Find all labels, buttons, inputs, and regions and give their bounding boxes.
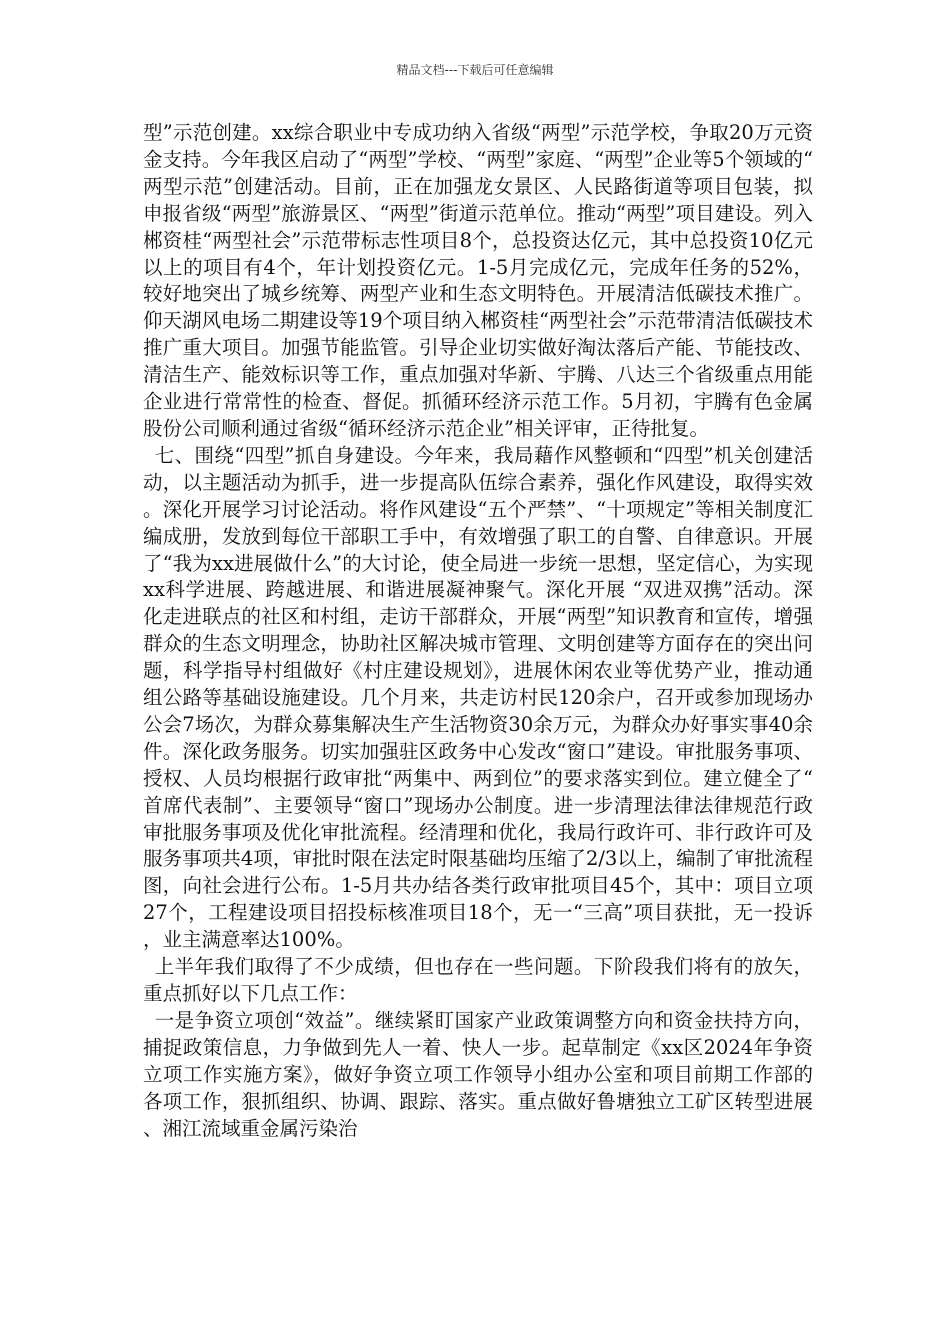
document-body bbox=[143, 120, 813, 1142]
paragraph-self-construction: 七、围绕“四型”抓自身建设。今年来，我局藉作风整顿和“四型”机关创建活动，以主题活动为抓手，进一步提高队伍综合素养，强化作风建设，取得实效。深化开展学习讨论活动。将作风建设“五个严禁”、“十项规定”等相关制度汇编成册，发放到每位干部职工手中，有效增强了职工的自警、自律意识。开展了“我为xx进展做什么”的大讨论，使全局进一步统一思想，坚定信心，为实现xx科学进展、跨越进展、和谐进展凝神聚气。深化开展 “双进双携”活动。深化走进联点的社区和村组，走访干部群众，开展“两型”知识教育和宣传，增强群众的生态文明理念，协助社区解决城市管理、文明创建等方面存在的突出问题，科学指导村组做好《村庄建设规划》，进展休闲农业等优势产业，推动通组公路等基础设施建设。几个月来，共走访村民120余户，召开或参加现场办公会7场次，为群众募集解决生产生活物资30余万元，为群众办好事实事40余件。深化政务服务。切实加强驻区政务中心发改“窗口”建设。审批服务事项、授权、人员均根据行政审批“两集中、两到位”的要求落实到位。建立健全了“首席代表制”、主要领导“窗口”现场办公制度。进一步清理法律法律规范行政审批服务事项及优化审批流程。经清理和优化，我局行政许可、非行政许可及服务事项共4项，审批时限在法定时限基础均压缩了2/3以上，编制了审批流程图，向社会进行公布。1-5月共办结各类行政审批项目45个，其中：项目立项27个，工程建设项目招投标核准项目18个，无一“三高”项目获批，无一投诉，业主满意率达100%。 bbox=[143, 443, 813, 952]
page-header: 精品文档---下载后可任意编辑 bbox=[396, 63, 554, 77]
paragraph-next-stage-intro: 上半年我们取得了不少成绩，但也存在一些问题。下阶段我们将有的放矢，重点抓好以下几点工作： bbox=[143, 955, 813, 1005]
paragraph-two-type-demonstration: 型”示范创建。xx综合职业中专成功纳入省级“两型”示范学校，争取20万元资金支持。今年我区启动了“两型”学校、“两型”家庭、“两型”企业等5个领域的“两型示范”创建活动。目前，正在加强龙女景区、人民路街道等项目包装，拟申报省级“两型”旅游景区、“两型”街道示范单位。推动“两型”项目建设。列入郴资桂“两型社会”示范带标志性项目8个，总投资达亿元，其中总投资10亿元以上的项目有4个，年计划投资亿元。1-5月完成亿元，完成年任务的52%，较好地突出了城乡统筹、两型产业和生态文明特色。开展清洁低碳技术推广。仰天湖风电场二期建设等19个项目纳入郴资桂“两型社会”示范带清洁低碳技术推广重大项目。加强节能监管。引导企业切实做好淘汰落后产能、节能技改、清洁生产、能效标识等工作，重点加强对华新、宇腾、八达三个省级重点用能企业进行常常性的检查、督促。抓循环经济示范工作。5月初，宇腾有色金属股份公司顺利通过省级“循环经济示范企业”相关评审，正待批复。 bbox=[143, 121, 813, 440]
paragraph-fund-projects: 一是争资立项创“效益”。继续紧盯国家产业政策调整方向和资金扶持方向，捕捉政策信息，力争做到先人一着、快人一步。起草制定《xx区2024年争资立项工作实施方案》，做好争资立项工作领导小组办公室和项目前期工作部的各项工作，狠抓组织、协调、跟踪、落实。重点做好鲁塘独立工矿区转型进展、湘江流域重金属污染治 bbox=[143, 1008, 813, 1140]
